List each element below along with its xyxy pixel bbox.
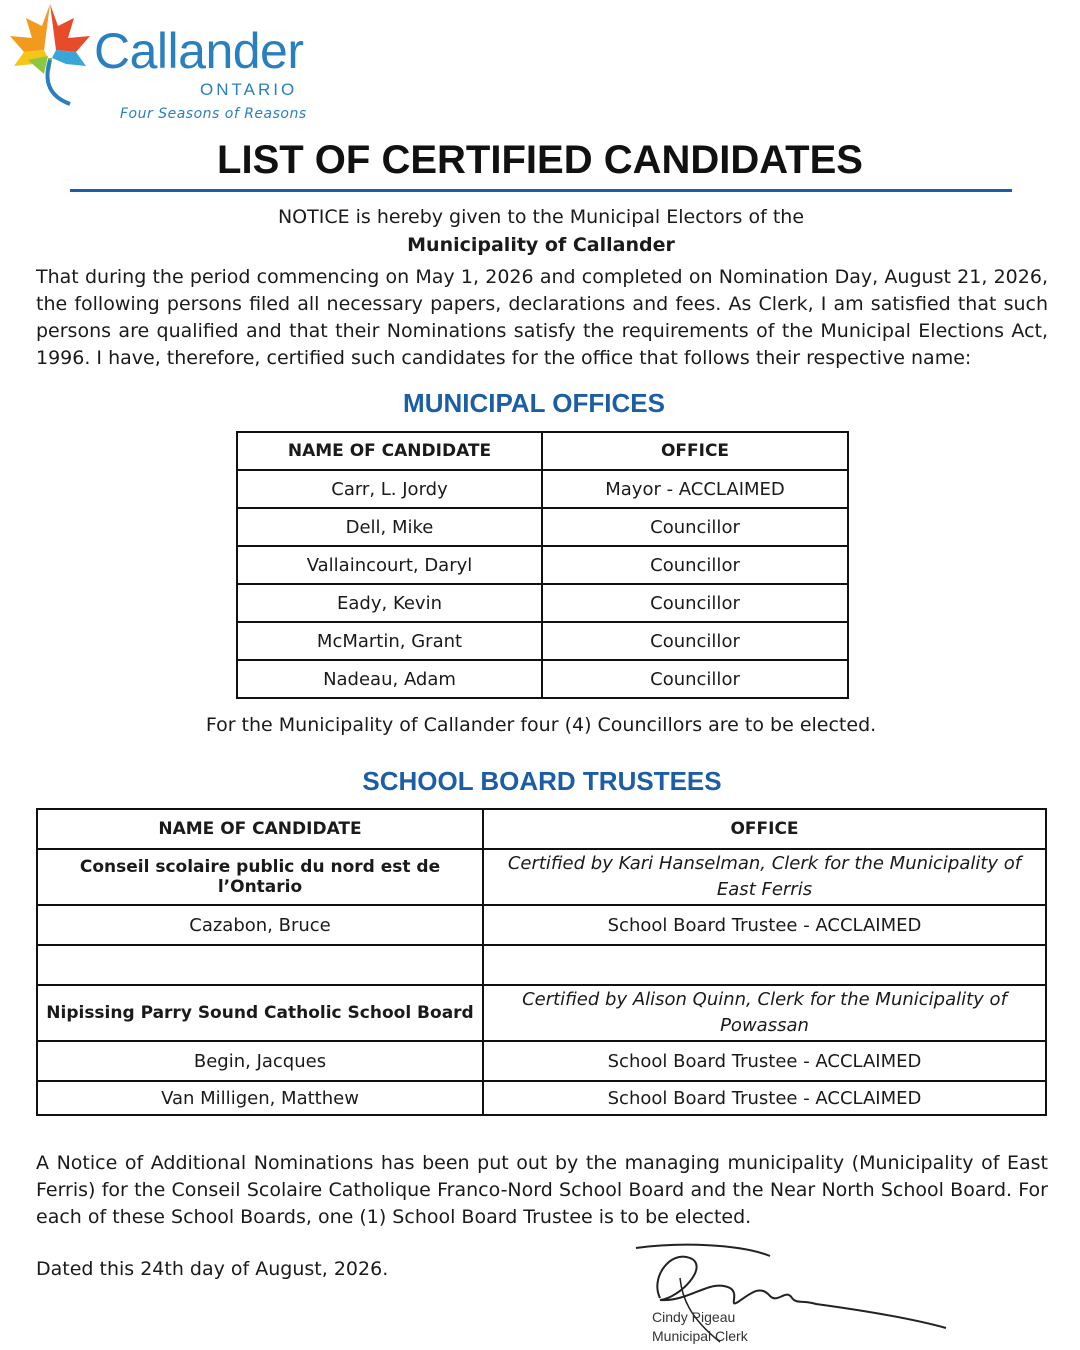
candidate-office: Councillor xyxy=(542,622,848,660)
table-row xyxy=(237,584,848,622)
candidate-name: McMartin, Grant xyxy=(237,622,542,660)
logo-tagline: Four Seasons of Reasons xyxy=(120,106,307,122)
additional-nominations-paragraph: A Notice of Additional Nominations has been put out by the managing municipality (Municipality of East Ferris) for the Conseil Scolaire Catholique Franco-Nord School Board and the Near North School Board. For each of these School Boards, one (1) School Board Trustee is to be elected. xyxy=(36,1152,1048,1228)
empty-row xyxy=(37,945,1046,985)
board-row xyxy=(37,985,1046,1041)
municipal-offices-heading: MUNICIPAL OFFICES xyxy=(403,388,665,418)
board-certification: Certified by Alison Quinn, Clerk for the Municipality of Powassan xyxy=(483,985,1046,1041)
candidate-name: Begin, Jacques xyxy=(37,1041,483,1081)
candidate-name: Cazabon, Bruce xyxy=(37,905,483,945)
candidate-office: Mayor - ACCLAIMED xyxy=(542,470,848,508)
table-row xyxy=(237,508,848,546)
title-divider xyxy=(70,189,1012,192)
signatory-name: Cindy Pigeau xyxy=(652,1309,736,1325)
candidate-office: School Board Trustee - ACCLAIMED xyxy=(483,905,1046,945)
col-header-office: OFFICE xyxy=(542,432,848,470)
candidate-office: School Board Trustee - ACCLAIMED xyxy=(483,1081,1046,1115)
logo-region: ONTARIO xyxy=(200,80,298,99)
table-row xyxy=(37,905,1046,945)
logo-wordmark: Callander xyxy=(94,23,304,79)
col-header-name: NAME OF CANDIDATE xyxy=(37,809,483,849)
municipal-offices-table xyxy=(236,431,849,699)
callander-logo xyxy=(4,0,324,128)
table-row xyxy=(237,546,848,584)
col-header-office: OFFICE xyxy=(483,809,1046,849)
table-row xyxy=(237,470,848,508)
signatory xyxy=(652,1308,748,1346)
col-header-name: NAME OF CANDIDATE xyxy=(237,432,542,470)
candidate-office: Councillor xyxy=(542,546,848,584)
signatory-role: Municipal Clerk xyxy=(652,1328,748,1344)
board-certification: Certified by Kari Hanselman, Clerk for the Municipality of East Ferris xyxy=(483,849,1046,905)
table-header-row xyxy=(37,809,1046,849)
maple-leaf-icon xyxy=(4,0,96,110)
dated-line: Dated this 24th day of August, 2026. xyxy=(36,1258,389,1280)
empty-cell xyxy=(483,945,1046,985)
table-row xyxy=(37,1081,1046,1115)
table-row xyxy=(237,660,848,698)
candidate-office: Councillor xyxy=(542,660,848,698)
candidate-name: Vallaincourt, Daryl xyxy=(237,546,542,584)
table-header-row xyxy=(237,432,848,470)
notice-municipality: Municipality of Callander xyxy=(407,234,675,256)
candidate-name: Eady, Kevin xyxy=(237,584,542,622)
board-row xyxy=(37,849,1046,905)
table-row xyxy=(37,1041,1046,1081)
candidate-name: Nadeau, Adam xyxy=(237,660,542,698)
candidate-office: Councillor xyxy=(542,508,848,546)
councillors-note: For the Municipality of Callander four (4) Councillors are to be elected. xyxy=(205,714,877,736)
candidate-name: Dell, Mike xyxy=(237,508,542,546)
school-board-table xyxy=(36,808,1047,1116)
table-row xyxy=(237,622,848,660)
intro-paragraph: That during the period commencing on May 1, 2026 and completed on Nomination Day, August 21, 2026, the following persons filed all necessary papers, declarations and fees. As Clerk, I am satisfied that such persons are qualified and that their Nominations satisfy the requirements of the Municipal Elections Act, 1996. I have, therefore, certified such candidates for the office that follows their respective name: xyxy=(36,266,1048,369)
notice-header xyxy=(36,206,1046,256)
candidate-office: Councillor xyxy=(542,584,848,622)
school-board-heading: SCHOOL BOARD TRUSTEES xyxy=(362,766,722,796)
page-title: LIST OF CERTIFIED CANDIDATES xyxy=(217,138,863,182)
candidate-name: Van Milligen, Matthew xyxy=(37,1081,483,1115)
notice-line: NOTICE is hereby given to the Municipal Electors of the xyxy=(277,206,805,228)
empty-cell xyxy=(37,945,483,985)
candidate-office: School Board Trustee - ACCLAIMED xyxy=(483,1041,1046,1081)
board-name: Conseil scolaire public du nord est de l’Ontario xyxy=(37,849,483,905)
candidate-name: Carr, L. Jordy xyxy=(237,470,542,508)
board-name: Nipissing Parry Sound Catholic School Board xyxy=(37,985,483,1041)
